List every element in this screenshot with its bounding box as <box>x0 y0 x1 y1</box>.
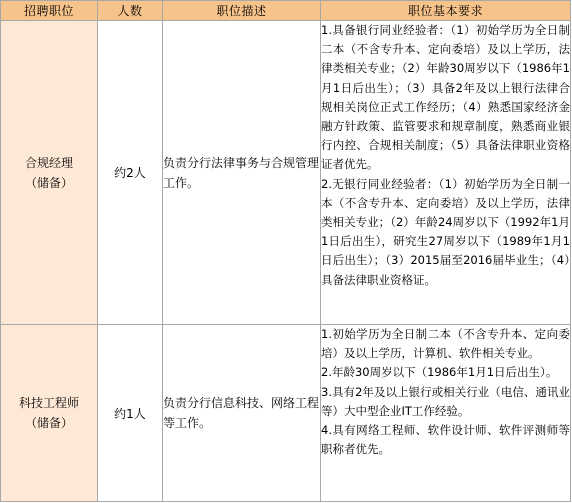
requirement-item: 4.具有网络工程师、软件设计师、软件评测师等职称者优先。 <box>321 423 570 457</box>
count-cell: 约1人 <box>98 325 163 502</box>
position-reserve: （储备） <box>24 175 73 190</box>
header-count: 人数 <box>98 1 163 21</box>
requirement-item: 3.具有2年及以上银行或相关行业（电信、通讯业等）大中型企业IT工作经验。 <box>321 384 570 418</box>
requirements-cell <box>321 21 571 325</box>
table-row <box>1 21 571 325</box>
requirement-item: 2.无银行同业经验者：（1）初始学历为全日制一本（不含专升本、定向委培）及以上学历，法律类相关专业；（2）年龄24周岁以下（1992年1月1日后出生），研究生27周岁以下（1989年1月1日后出生）；（3）2015届至2016届毕业生；（4）具备法律职业资格证。 <box>321 176 570 287</box>
description-cell: 负责分行法律事务与合规管理工作。 <box>163 21 321 325</box>
header-position: 招聘职位 <box>1 1 98 21</box>
position-title: 合规经理 <box>24 155 73 170</box>
position-cell <box>1 325 98 502</box>
header-description: 职位描述 <box>163 1 321 21</box>
count-cell: 约2人 <box>98 21 163 325</box>
position-cell <box>1 21 98 325</box>
requirement-item: 1.初始学历为全日制二本（不含专升本、定向委培）及以上学历，计算机、软件相关专业。 <box>321 327 570 361</box>
requirement-item: 2.年龄30周岁以下（1986年1月1日后出生）。 <box>321 365 558 380</box>
requirements-cell <box>321 325 571 502</box>
table-header-row <box>1 1 571 21</box>
description-cell: 负责分行信息科技、网络工程等工作。 <box>163 325 321 502</box>
position-title: 科技工程师 <box>18 396 79 410</box>
position-reserve: （储备） <box>24 416 73 430</box>
table-row <box>1 325 571 502</box>
header-requirements: 职位基本要求 <box>321 1 571 21</box>
requirement-item: 1.具备银行同业经验者：（1）初始学历为全日制二本（不含专升本、定向委培）及以上学历，法律类相关专业；（2）年龄30周岁以下（1986年1月1日后出生）；（3）具备2年及以上银行法律合规相关岗位正式工作经历；（4）熟悉国家经济金融方针政策、监管要求和规章制度，熟悉商业银行内控、合规相关制度；（5）具备法律职业资格证者优先。 <box>321 23 570 172</box>
